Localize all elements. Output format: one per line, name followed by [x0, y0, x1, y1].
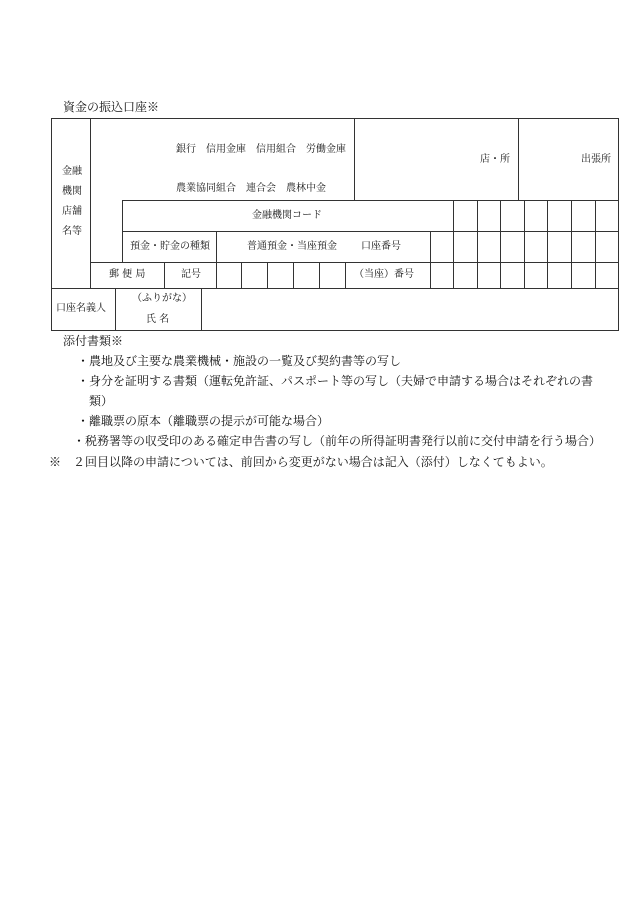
table-line	[319, 262, 320, 288]
table-line	[524, 262, 525, 288]
table-border-top	[51, 118, 619, 119]
attachment-item: ・離職票の原本（離職票の提示が可能な場合）	[77, 414, 330, 428]
table-line	[518, 118, 519, 200]
table-line	[453, 262, 454, 288]
deposit-options: 普通預金・当座預金	[247, 241, 337, 252]
table-line	[201, 288, 202, 330]
table-line	[500, 262, 501, 288]
bank-types-line1: 銀行 信用金庫 信用組合 労働金庫	[176, 144, 346, 155]
table-line	[430, 262, 431, 288]
sub-branch-label: 出張所	[581, 154, 611, 165]
attachment-item-continuation: 類）	[89, 394, 114, 408]
attachment-item: ・身分を証明する書類（運転免許証、パスポート等の写し（夫婦で申請する場合はそれぞれの書	[77, 374, 594, 388]
table-line	[430, 231, 431, 262]
table-line	[122, 200, 123, 262]
table-line	[477, 200, 478, 262]
symbol-label: 記号	[181, 269, 201, 280]
number-label: （当座）番号	[354, 269, 414, 280]
attachment-item: ・農地及び主要な農業機械・施設の一覧及び契約書等の写し	[77, 354, 402, 368]
table-line	[164, 262, 165, 288]
table-line	[595, 200, 596, 262]
attachments-title: 添付書類※	[63, 334, 124, 348]
table-border-bottom	[51, 330, 619, 331]
code-label: 金融機関コード	[252, 210, 322, 221]
table-line	[122, 231, 619, 232]
table-line	[453, 200, 454, 262]
table-line	[241, 262, 242, 288]
table-line	[477, 262, 478, 288]
table-line	[500, 200, 501, 262]
table-line	[524, 200, 525, 262]
table-line	[571, 200, 572, 262]
furigana-label: （ふりがな）	[132, 293, 192, 304]
footnote: ※ ２回目以降の申請については、前回から変更がない場合は記入（添付）しなくてもよい。	[49, 455, 553, 469]
table-line	[51, 288, 619, 289]
table-line	[354, 118, 355, 200]
table-line	[122, 200, 619, 201]
institution-header-1: 金融	[62, 166, 82, 177]
account-number-label: 口座番号	[361, 241, 401, 252]
institution-header-3: 店舗	[62, 206, 82, 217]
table-line	[90, 118, 91, 289]
table-line	[595, 262, 596, 288]
table-line	[267, 262, 268, 288]
table-line	[115, 288, 116, 330]
table-line	[571, 262, 572, 288]
table-line	[216, 231, 217, 262]
deposit-type-label: 預金・貯金の種類	[130, 241, 210, 252]
bank-types-line2: 農業協同組合 連合会 農林中金	[176, 183, 326, 194]
table-line	[547, 200, 548, 262]
table-line	[216, 262, 217, 288]
holder-label: 口座名義人	[56, 303, 106, 314]
name-label: 氏 名	[146, 314, 170, 325]
post-office-label: 郵 便 局	[109, 269, 146, 280]
table-line	[547, 262, 548, 288]
table-line	[90, 262, 619, 263]
institution-header-2: 機関	[62, 186, 82, 197]
table-line	[345, 262, 346, 288]
table-border-left	[51, 118, 52, 331]
table-border-right	[618, 118, 619, 331]
institution-header-4: 名等	[62, 226, 82, 237]
attachment-item: ・税務署等の収受印のある確定申告書の写し（前年の所得証明書発行以前に交付申請を行う場合）	[73, 434, 602, 448]
branch-label: 店・所	[480, 154, 510, 165]
table-line	[293, 262, 294, 288]
section-title: 資金の振込口座※	[63, 100, 160, 114]
